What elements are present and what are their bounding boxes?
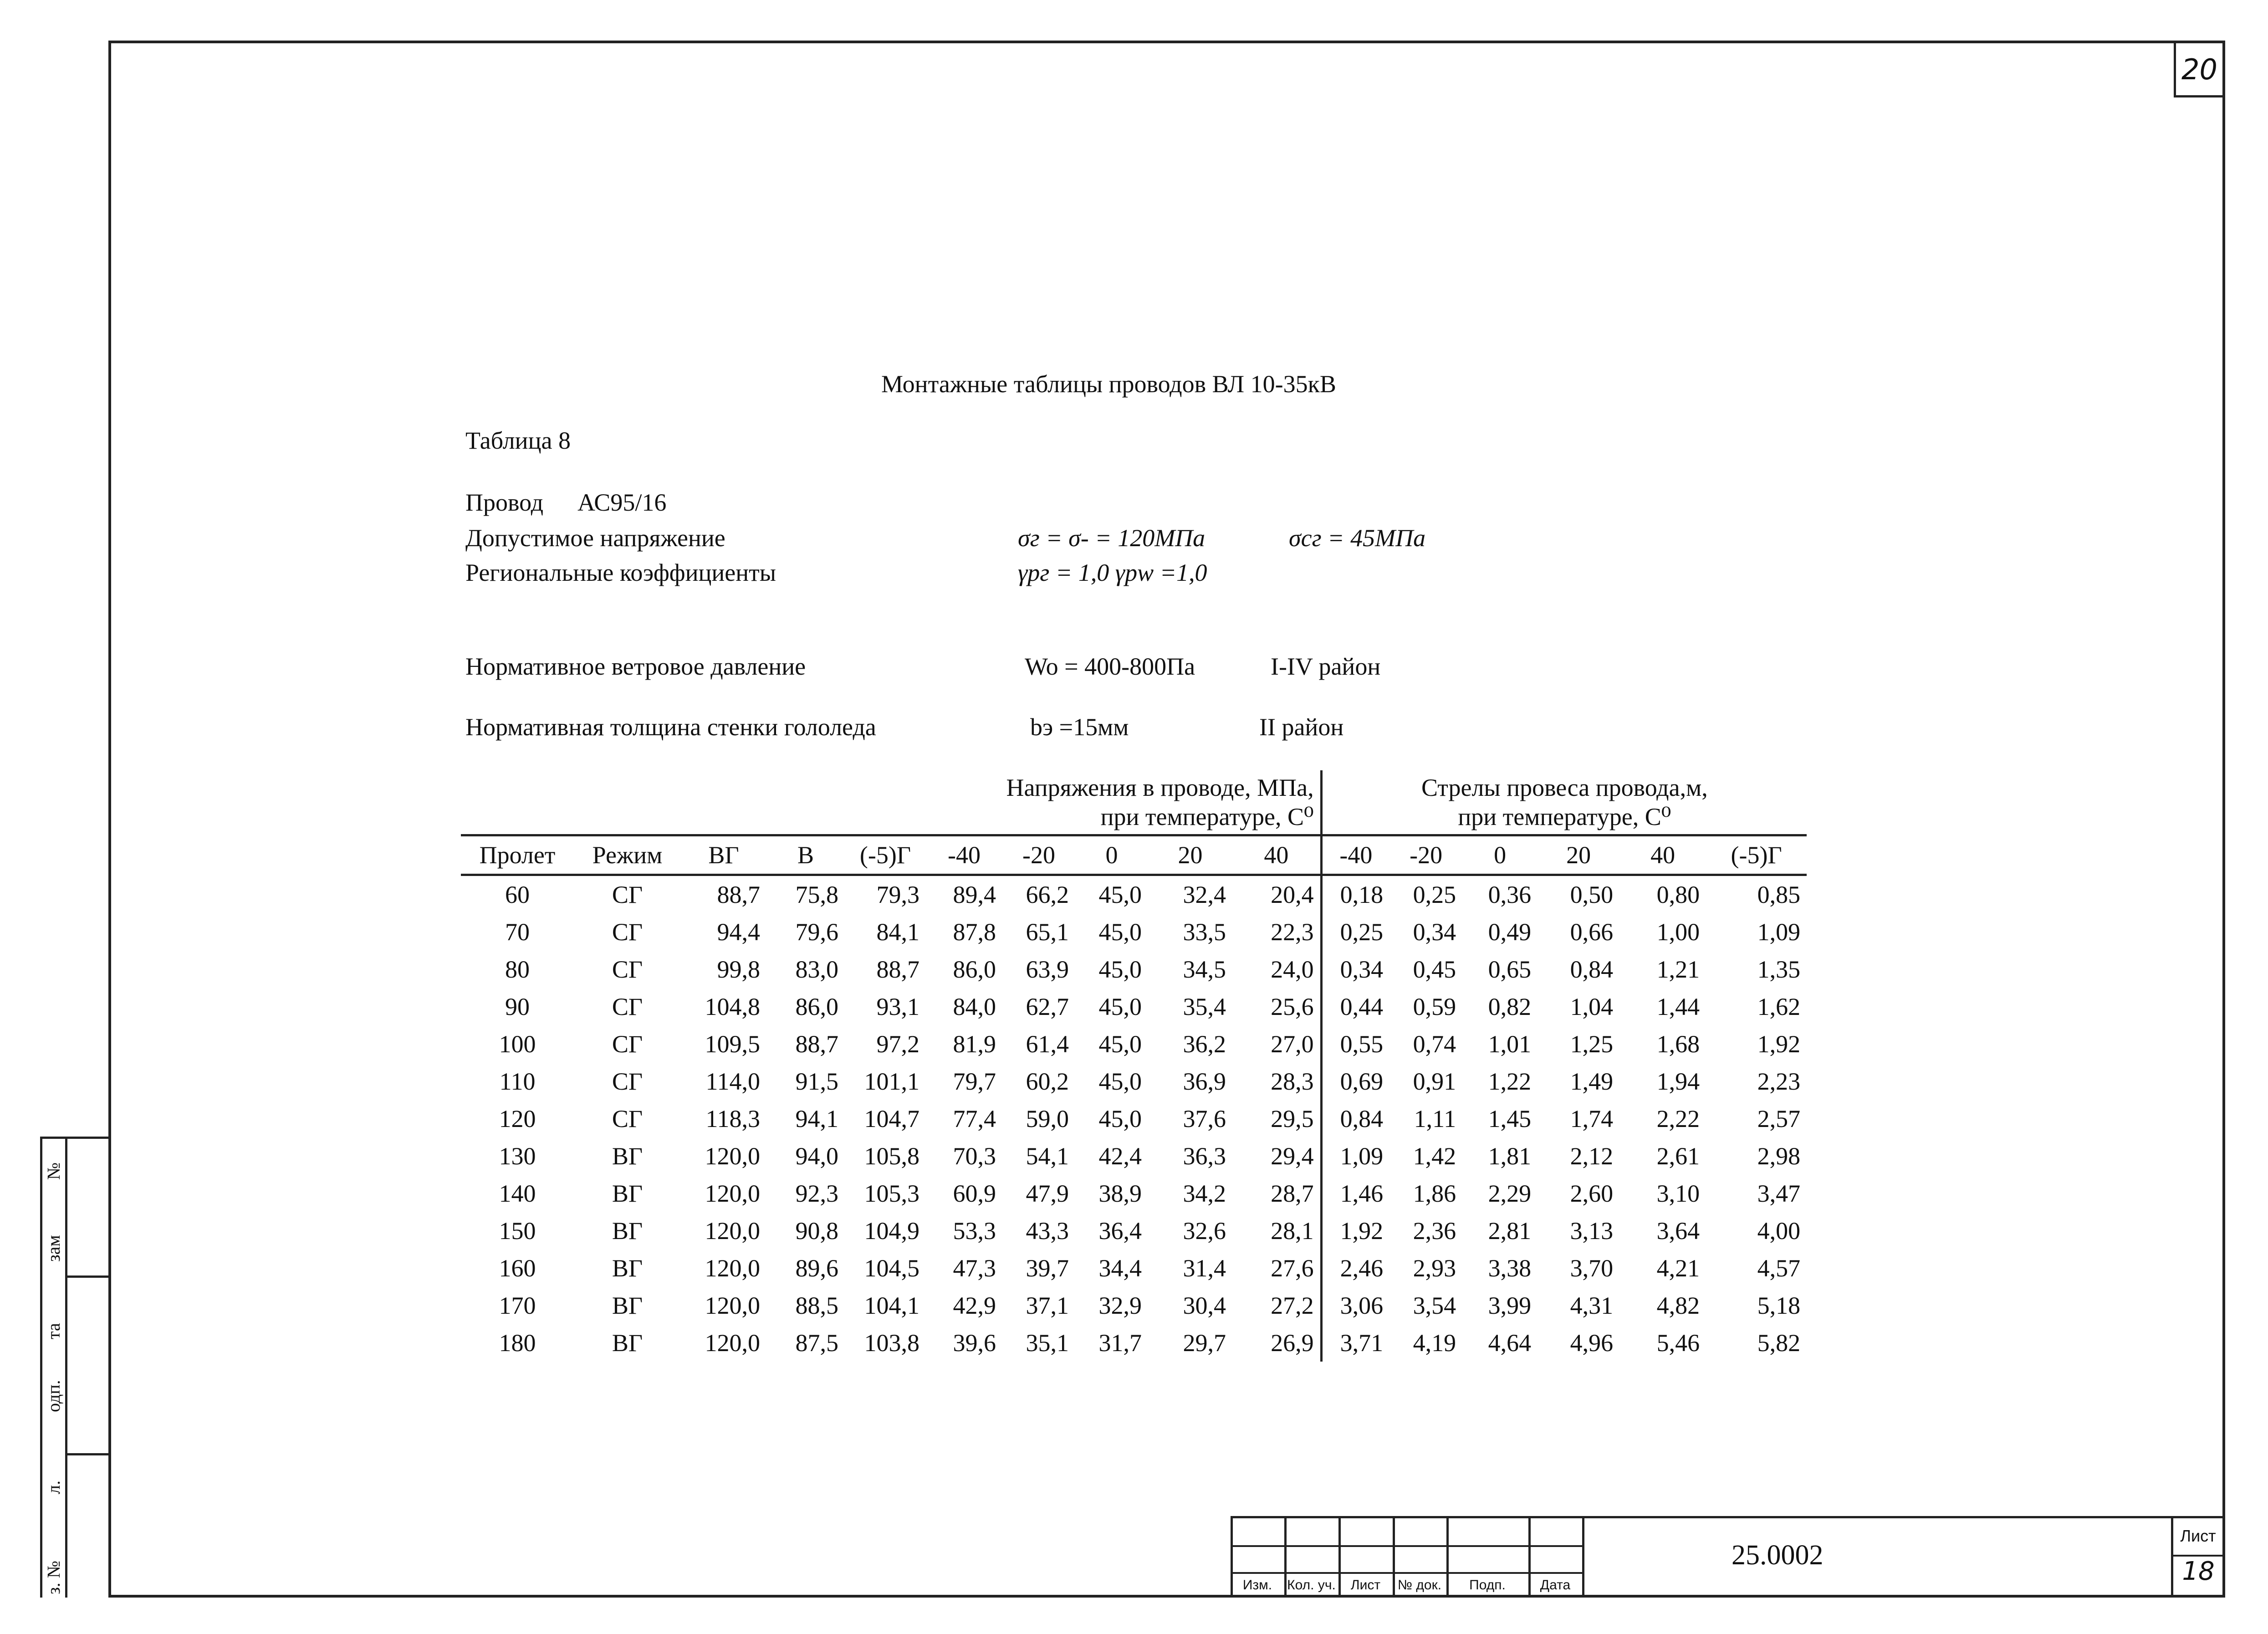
table-cell: 38,9 [1098, 1180, 1142, 1207]
table-cell: 31,7 [1098, 1329, 1142, 1357]
table-cell: 90 [505, 993, 530, 1020]
table-row [461, 1324, 1807, 1362]
table-cell: 37,6 [1183, 1105, 1226, 1132]
table-cell: 1,68 [1656, 1030, 1700, 1058]
table-cell: СГ [612, 1105, 643, 1132]
table-cell: 29,5 [1271, 1105, 1314, 1132]
page-title: Монтажные таблицы проводов ВЛ 10-35кВ [881, 370, 1336, 398]
table-cell: 103,8 [864, 1329, 919, 1357]
table-cell: 60 [505, 881, 530, 908]
table-row [461, 1250, 1807, 1287]
table-cell: 180 [499, 1329, 536, 1357]
table-cell: 53,3 [953, 1217, 996, 1245]
table-cell: ВГ [612, 1217, 643, 1245]
table-row [461, 1287, 1807, 1324]
table-cell: 28,1 [1271, 1217, 1314, 1245]
sheet-number: 18 [2182, 1557, 2215, 1586]
table-cell: 32,4 [1183, 881, 1226, 908]
table-cell: СГ [612, 1030, 643, 1058]
strip-label: та [43, 1323, 64, 1339]
table-cell: 39,6 [953, 1329, 996, 1357]
table-cell: 94,1 [795, 1105, 838, 1132]
tb-label-podp: Подп. [1469, 1578, 1506, 1593]
stress-group-header: Напряжения в проводе, МПа, при температуре, С⁰ [1006, 774, 1314, 830]
wind-pressure-label: Нормативное ветровое давление [465, 653, 806, 680]
table-cell: 3,47 [1757, 1180, 1801, 1207]
table-cell: 104,1 [864, 1292, 919, 1319]
table-cell: 77,4 [953, 1105, 996, 1132]
strip-label: л. [43, 1480, 64, 1494]
table-cell: 30,4 [1183, 1292, 1226, 1319]
table-cell: 140 [499, 1180, 536, 1207]
table-cell: 101,1 [864, 1068, 919, 1095]
table-cell: 0,84 [1570, 956, 1614, 983]
table-cell: 0,50 [1570, 881, 1614, 908]
table-cell: 66,2 [1026, 881, 1069, 908]
allowed-stress-label: Допустимое напряжение [465, 524, 725, 552]
column-header: (-5)Г [1706, 835, 1807, 875]
table-cell: 0,55 [1321, 1025, 1389, 1063]
table-cell: 42,4 [1098, 1142, 1142, 1170]
table-cell: 79,6 [795, 918, 838, 946]
table-cell: 0,18 [1321, 875, 1389, 914]
table-cell: СГ [612, 956, 643, 983]
table-cell: 0,84 [1321, 1100, 1389, 1137]
table-cell: 70 [505, 918, 530, 946]
table-cell: 99,8 [717, 956, 760, 983]
table-cell: 35,1 [1026, 1329, 1069, 1357]
table-cell: 0,59 [1413, 993, 1456, 1020]
table-row [461, 1100, 1807, 1137]
table-cell: СГ [612, 918, 643, 946]
table-cell: 120,0 [705, 1329, 760, 1357]
table-cell: 0,34 [1321, 951, 1389, 988]
table-row [461, 1175, 1807, 1212]
table-cell: 1,35 [1757, 956, 1801, 983]
table-cell: 4,21 [1656, 1255, 1700, 1282]
table-cell: 100 [499, 1030, 536, 1058]
title-block [1231, 1516, 2225, 1598]
table-cell: 1,46 [1321, 1175, 1389, 1212]
table-cell: 86,0 [953, 956, 996, 983]
allowed-stress-formula2: σcг = 45МПа [1289, 524, 1426, 552]
table-cell: 33,5 [1183, 918, 1226, 946]
table-cell: 1,25 [1570, 1030, 1614, 1058]
table-cell: 0,80 [1656, 881, 1700, 908]
column-header: В [766, 835, 845, 875]
column-header: -40 [926, 835, 1002, 875]
table-cell: 0,25 [1321, 913, 1389, 951]
column-header: 20 [1538, 835, 1619, 875]
table-cell: 65,1 [1026, 918, 1069, 946]
table-label: Таблица 8 [465, 427, 571, 454]
table-cell: 84,1 [876, 918, 919, 946]
ice-thickness-label: Нормативная толщина стенки гололеда [465, 713, 876, 741]
table-cell: 88,7 [717, 881, 760, 908]
table-cell: СГ [612, 1068, 643, 1095]
table-cell: 81,9 [953, 1030, 996, 1058]
ice-thickness-region: II район [1259, 713, 1344, 741]
table-cell: 1,00 [1656, 918, 1700, 946]
table-cell: 4,64 [1488, 1329, 1532, 1357]
table-cell: СГ [612, 881, 643, 908]
table-cell: 20,4 [1271, 881, 1314, 908]
table-cell: 0,69 [1321, 1063, 1389, 1100]
regional-coeffs-label: Региональные коэффициенты [465, 559, 776, 586]
table-cell: 2,98 [1757, 1142, 1801, 1170]
page-number-handwritten: 20 [2174, 41, 2225, 97]
tb-label-list: Лист [1350, 1578, 1381, 1593]
table-cell: 1,21 [1656, 956, 1700, 983]
table-cell: 87,5 [795, 1329, 838, 1357]
table-cell: 1,94 [1656, 1068, 1700, 1095]
table-cell: 1,49 [1570, 1068, 1614, 1095]
table-cell: ВГ [612, 1180, 643, 1207]
table-cell: 34,2 [1183, 1180, 1226, 1207]
wire-label: Провод [465, 489, 544, 516]
wind-pressure-value: Wo = 400-800Па [1025, 653, 1195, 680]
column-header: 20 [1148, 835, 1232, 875]
table-cell: 0,91 [1413, 1068, 1456, 1095]
table-row [461, 1025, 1807, 1063]
tb-label-doc: № док. [1397, 1578, 1442, 1593]
tb-line [1582, 1518, 1584, 1598]
table-cell: 34,5 [1183, 956, 1226, 983]
table-cell: 87,8 [953, 918, 996, 946]
table-cell: 2,22 [1656, 1105, 1700, 1132]
table-cell: 88,7 [876, 956, 919, 983]
tb-row-line [1231, 1545, 1582, 1547]
table-cell: 120,0 [705, 1142, 760, 1170]
table-cell: 4,31 [1570, 1292, 1614, 1319]
table-cell: 89,4 [953, 881, 996, 908]
strip-line [40, 1139, 42, 1598]
table-cell: 0,49 [1488, 918, 1532, 946]
strip-label: № [43, 1162, 64, 1180]
table-cell: 1,81 [1488, 1142, 1532, 1170]
table-cell: 0,65 [1488, 956, 1532, 983]
table-cell: 79,7 [953, 1068, 996, 1095]
table-cell: 118,3 [705, 1105, 760, 1132]
table-cell: 0,45 [1413, 956, 1456, 983]
table-cell: 3,10 [1656, 1180, 1700, 1207]
table-cell: 3,64 [1656, 1217, 1700, 1245]
table-cell: 2,60 [1570, 1180, 1614, 1207]
column-header-row [461, 835, 1807, 875]
table-cell: 1,09 [1757, 918, 1801, 946]
table-cell: 45,0 [1098, 956, 1142, 983]
table-cell: 97,2 [876, 1030, 919, 1058]
table-cell: 59,0 [1026, 1105, 1069, 1132]
table-cell: 120,0 [705, 1180, 760, 1207]
table-cell: 5,82 [1757, 1329, 1801, 1357]
table-cell: 4,96 [1570, 1329, 1614, 1357]
table-cell: 0,66 [1570, 918, 1614, 946]
table-cell: 120,0 [705, 1255, 760, 1282]
table-cell: 120,0 [705, 1217, 760, 1245]
table-cell: 0,74 [1413, 1030, 1456, 1058]
table-cell: 130 [499, 1142, 536, 1170]
table-cell: 5,18 [1757, 1292, 1801, 1319]
table-cell: 1,42 [1413, 1142, 1456, 1170]
table-cell: 36,9 [1183, 1068, 1226, 1095]
table-cell: 34,4 [1098, 1255, 1142, 1282]
table-cell: 61,4 [1026, 1030, 1069, 1058]
table-cell: 29,7 [1183, 1329, 1226, 1357]
table-cell: 43,3 [1026, 1217, 1069, 1245]
table-cell: 84,0 [953, 993, 996, 1020]
table-cell: 3,06 [1321, 1287, 1389, 1324]
table-cell: 3,71 [1321, 1324, 1389, 1362]
table-cell: ВГ [612, 1142, 643, 1170]
doc-code: 25.0002 [1732, 1540, 1824, 1571]
table-cell: 88,5 [795, 1292, 838, 1319]
table-cell: 109,5 [705, 1030, 760, 1058]
strip-line [65, 1139, 67, 1598]
column-header: ВГ [681, 835, 766, 875]
ice-thickness-value: bэ =15мм [1030, 713, 1129, 741]
table-cell: 54,1 [1026, 1142, 1069, 1170]
table-cell: 1,74 [1570, 1105, 1614, 1132]
tb-label-kol: Кол. уч. [1287, 1578, 1336, 1593]
table-cell: 93,1 [876, 993, 919, 1020]
table-cell: 45,0 [1098, 1030, 1142, 1058]
table-cell: 60,2 [1026, 1068, 1069, 1095]
table-cell: 39,7 [1026, 1255, 1069, 1282]
table-cell: 25,6 [1271, 993, 1314, 1020]
table-cell: 3,70 [1570, 1255, 1614, 1282]
table-cell: 86,0 [795, 993, 838, 1020]
table-cell: 1,22 [1488, 1068, 1532, 1095]
table-cell: 120 [499, 1105, 536, 1132]
table-cell: 0,82 [1488, 993, 1532, 1020]
column-header: 40 [1619, 835, 1706, 875]
table-cell: 105,3 [864, 1180, 919, 1207]
sheet-label: Лист [2180, 1526, 2216, 1545]
table-cell: 62,7 [1026, 993, 1069, 1020]
table-cell: 3,99 [1488, 1292, 1532, 1319]
table-cell: 47,9 [1026, 1180, 1069, 1207]
table-cell: 1,86 [1413, 1180, 1456, 1207]
table-cell: 32,9 [1098, 1292, 1142, 1319]
table-cell: 2,61 [1656, 1142, 1700, 1170]
table-cell: 2,57 [1757, 1105, 1801, 1132]
table-cell: 80 [505, 956, 530, 983]
table-cell: ВГ [612, 1255, 643, 1282]
table-cell: 36,4 [1098, 1217, 1142, 1245]
table-cell: 1,92 [1757, 1030, 1801, 1058]
wind-pressure-region: I-IV район [1271, 653, 1381, 680]
sag-group-header: Стрелы провеса провода,м, при температуре, С⁰ [1321, 770, 1807, 835]
table-cell: 104,8 [705, 993, 760, 1020]
table-cell: 83,0 [795, 956, 838, 983]
table-cell: 110 [499, 1068, 536, 1095]
table-cell: 45,0 [1098, 993, 1142, 1020]
table-row [461, 1137, 1807, 1175]
column-header: 40 [1232, 835, 1321, 875]
table-cell: СГ [612, 993, 643, 1020]
table-cell: 45,0 [1098, 918, 1142, 946]
table-cell: 94,4 [717, 918, 760, 946]
table-cell: 24,0 [1271, 956, 1314, 983]
table-cell: 104,5 [864, 1255, 919, 1282]
column-header: 0 [1075, 835, 1148, 875]
table-cell: 4,00 [1757, 1217, 1801, 1245]
table-row [461, 875, 1807, 914]
table-cell: 45,0 [1098, 881, 1142, 908]
allowed-stress-formula: σг = σ- = 120МПа [1018, 524, 1206, 552]
table-cell: 60,9 [953, 1180, 996, 1207]
table-cell: 90,8 [795, 1217, 838, 1245]
table-cell: 63,9 [1026, 956, 1069, 983]
table-cell: 5,46 [1656, 1329, 1700, 1357]
table-cell: 2,23 [1757, 1068, 1801, 1095]
table-cell: 37,1 [1026, 1292, 1069, 1319]
table-cell: 26,9 [1271, 1329, 1314, 1357]
table-cell: 0,44 [1321, 988, 1389, 1025]
table-cell: 70,3 [953, 1142, 996, 1170]
table-cell: 47,3 [953, 1255, 996, 1282]
table-cell: 0,85 [1757, 881, 1801, 908]
table-cell: 27,6 [1271, 1255, 1314, 1282]
table-cell: 0,36 [1488, 881, 1532, 908]
table-cell: 3,54 [1413, 1292, 1456, 1319]
table-cell: 2,93 [1413, 1255, 1456, 1282]
binding-strip [40, 1137, 108, 1598]
table-cell: 27,0 [1271, 1030, 1314, 1058]
column-header: -40 [1321, 835, 1389, 875]
table-cell: 36,3 [1183, 1142, 1226, 1170]
table-cell: 27,2 [1271, 1292, 1314, 1319]
table-cell: 1,62 [1757, 993, 1801, 1020]
column-header: (-5)Г [845, 835, 926, 875]
table-cell: 2,29 [1488, 1180, 1532, 1207]
tb-row-line [1231, 1572, 1582, 1574]
table-cell: 91,5 [795, 1068, 838, 1095]
column-header: -20 [1389, 835, 1462, 875]
table-row [461, 951, 1807, 988]
table-cell: 1,04 [1570, 993, 1614, 1020]
table-cell: 105,8 [864, 1142, 919, 1170]
table-cell: 42,9 [953, 1292, 996, 1319]
table-cell: 75,8 [795, 881, 838, 908]
table-cell: 36,2 [1183, 1030, 1226, 1058]
table-row [461, 913, 1807, 951]
table-row [461, 1212, 1807, 1250]
table-row [461, 1063, 1807, 1100]
table-cell: 0,25 [1413, 881, 1456, 908]
column-header: Пролет [461, 835, 574, 875]
table-cell: 79,3 [876, 881, 919, 908]
tb-label-izm: Изм. [1242, 1578, 1272, 1593]
table-cell: 45,0 [1098, 1105, 1142, 1132]
table-cell: 120,0 [705, 1292, 760, 1319]
strip-label: одп. [43, 1380, 64, 1412]
strip-label: зам [43, 1235, 64, 1262]
table-cell: 4,82 [1656, 1292, 1700, 1319]
table-cell: 1,92 [1321, 1212, 1389, 1250]
table-cell: 1,01 [1488, 1030, 1532, 1058]
table-cell: 92,3 [795, 1180, 838, 1207]
table-cell: 0,34 [1413, 918, 1456, 946]
strip-divider [65, 1453, 108, 1455]
table-cell: 32,6 [1183, 1217, 1226, 1245]
table-cell: 4,57 [1757, 1255, 1801, 1282]
table-cell: ВГ [612, 1292, 643, 1319]
table-cell: 160 [499, 1255, 536, 1282]
table-cell: 88,7 [795, 1030, 838, 1058]
column-header: Режим [574, 835, 681, 875]
table-cell: 2,36 [1413, 1217, 1456, 1245]
table-cell: 45,0 [1098, 1068, 1142, 1095]
table-cell: 104,9 [864, 1217, 919, 1245]
table-cell: 4,19 [1413, 1329, 1456, 1357]
table-cell: 35,4 [1183, 993, 1226, 1020]
table-cell: 22,3 [1271, 918, 1314, 946]
table-cell: 1,11 [1414, 1105, 1456, 1132]
wire-value: АС95/16 [577, 489, 667, 516]
strip-divider [65, 1275, 108, 1278]
table-cell: 31,4 [1183, 1255, 1226, 1282]
table-cell: 3,38 [1488, 1255, 1532, 1282]
table-cell: 150 [499, 1217, 536, 1245]
table-cell: 114,0 [705, 1068, 760, 1095]
table-cell: 2,81 [1488, 1217, 1532, 1245]
table-cell: 89,6 [795, 1255, 838, 1282]
table-cell: 1,09 [1321, 1137, 1389, 1175]
table-cell: 104,7 [864, 1105, 919, 1132]
regional-coeffs-formula: γрг = 1,0 γрw =1,0 [1018, 559, 1207, 586]
table-cell: 28,3 [1271, 1068, 1314, 1095]
column-header: 0 [1462, 835, 1538, 875]
tb-label-date: Дата [1540, 1578, 1571, 1593]
table-cell: 2,46 [1321, 1250, 1389, 1287]
table-cell: 3,13 [1570, 1217, 1614, 1245]
table-row [461, 988, 1807, 1025]
table-cell: 1,45 [1488, 1105, 1532, 1132]
table-cell: 2,12 [1570, 1142, 1614, 1170]
table-cell: 170 [499, 1292, 536, 1319]
column-header: -20 [1002, 835, 1075, 875]
mounting-table [461, 770, 1807, 1362]
strip-label: з. № [43, 1561, 64, 1594]
table-cell: 28,7 [1271, 1180, 1314, 1207]
table-cell: 1,44 [1656, 993, 1700, 1020]
table-cell: ВГ [612, 1329, 643, 1357]
table-cell: 94,0 [795, 1142, 838, 1170]
table-cell: 29,4 [1271, 1142, 1314, 1170]
